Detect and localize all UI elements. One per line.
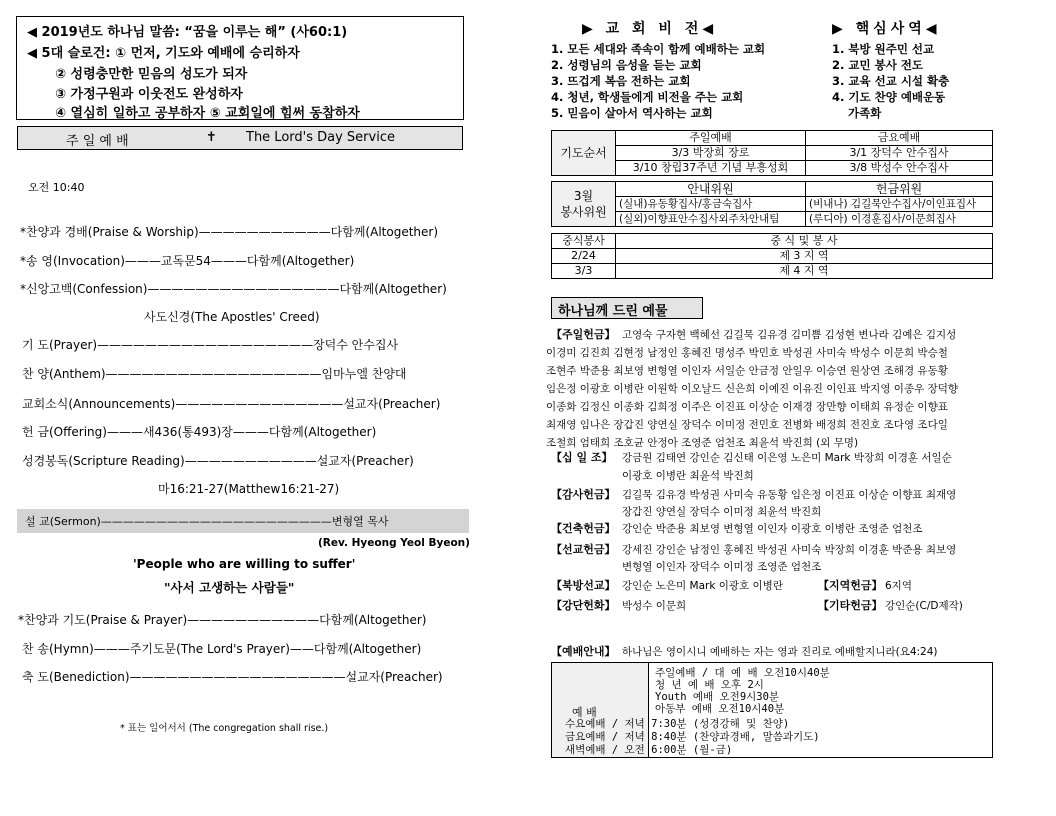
order-item: 찬 양(Anthem)——————————————————임마누엘 찬양대 (22, 367, 407, 381)
offering-member: (비내나) 김길묵안수집사/이인표집사 (806, 197, 993, 212)
sunday-offering-label: 【주일헌금】 (551, 328, 616, 341)
offering-names: 임은정 이광호 이병란 이원학 이오날드 신은희 이예진 이유진 이인표 박지영 이종우 장덕향 (546, 383, 959, 395)
building-offering-label: 【건축헌금】 (551, 522, 616, 535)
annual-motto-box (16, 16, 464, 120)
schedule-line: 주일예배 / 대 예 배 오전10시40분 (655, 667, 830, 679)
committee-month: 3월 (573, 189, 594, 203)
order-item: *송 영(Invocation)———교독문54———다함께(Altogether) (20, 254, 355, 268)
other-offering-label: 【기타헌금】 (818, 599, 883, 612)
guide-member: (실내)유동황집사/홍금숙집사 (616, 197, 806, 212)
committee-title: 봉사위원 (560, 205, 607, 219)
offering-names: 변형열 이인자 장덕수 이미정 조영준 엄천조 (622, 561, 822, 573)
cross-icon: ✝ (206, 130, 217, 145)
order-item: 헌 금(Offering)———새436(통493)장———다함께(Altogether) (22, 425, 377, 439)
vision-item: 1. 모든 세대와 족속이 함께 예배하는 교회 (551, 42, 766, 56)
lunch-region: 제 3 지 역 (616, 249, 993, 264)
guide-header: 안내위원 (616, 182, 806, 197)
guide-member: (실외)이향표안수집사외주차안내팀 (616, 212, 806, 227)
offering-names: 장갑진 양연실 장덕수 이미정 최윤석 박진희 (622, 506, 822, 518)
north-mission-label: 【북방선교】 (551, 579, 616, 592)
slogan-line: ③ 가정구원과 이웃전도 완성하자 (55, 87, 243, 102)
worship-schedule (565, 663, 992, 757)
lunch-service-table (551, 233, 993, 279)
lunch-date: 2/24 (552, 249, 616, 264)
altar-flower-label: 【강단헌화】 (551, 599, 616, 612)
order-item: 찬 송(Hymn)———주기도문(The Lord's Prayer)——다함께(Altogether) (22, 642, 422, 656)
vision-item: 3. 뜨겁게 복음 전하는 교회 (551, 74, 691, 88)
mission-offering-label: 【선교헌금】 (551, 543, 616, 556)
worship-box-label: 예 배 (572, 706, 597, 719)
worship-verse: 하나님은 영이시니 예배하는 자는 영과 진리로 예배할지니라(요4:24) (622, 646, 938, 658)
schedule-line: 금요예배 / 저녁 8:40분 (찬양과경배, 말씀과기도) (565, 731, 820, 743)
order-item: 성경봉독(Scripture Reading)———————————설교자(Preacher) (22, 454, 414, 468)
order-item: *찬양과 기도(Praise & Prayer)———————————다함께(Altogether) (18, 613, 427, 627)
scripture-reference: 마16:21-27(Matthew16:21-27) (158, 482, 340, 496)
committee-label (552, 182, 616, 227)
service-committee-table (551, 181, 993, 227)
schedule-line: 청 년 예 배 오후 2시 (655, 679, 764, 691)
schedule-line: Youth 예배 오전9시30분 (655, 691, 780, 703)
offering-names: 조철희 엄태희 조호균 안정아 조영준 엄천조 최윤석 박진희 (외 무명) (546, 437, 859, 449)
core-ministry-heading: ▶ 핵심사역◀ (832, 21, 941, 37)
sermon-title-ko: "사서 고생하는 사람들" (164, 580, 295, 595)
offering-names: 최재영 임나은 장갑진 양연실 장덕수 이미정 전민호 전병화 배정희 전진호 조다영 조다일 (546, 419, 948, 431)
order-item: 교회소식(Announcements)——————————————설교자(Preacher) (22, 397, 441, 411)
worship-schedule-box (551, 662, 993, 758)
service-header (17, 126, 463, 150)
region-offering-label: 【지역헌금】 (818, 579, 883, 592)
core-item: 1. 북방 원주민 선교 (832, 42, 935, 56)
prayer-order-label: 기도순서 (552, 131, 616, 176)
slogan-line: ② 성령충만한 믿음의 성도가 되자 (55, 67, 248, 82)
offerings-title: 하나님께 드린 예물 (551, 297, 703, 319)
schedule-line: 수요예배 / 저녁 7:30분 (성경강해 및 찬양) (565, 718, 790, 730)
order-item: 기 도(Prayer)——————————————————장덕수 안수집사 (22, 338, 399, 352)
core-item: 4. 기도 찬양 예배운동 (832, 90, 946, 104)
offering-names: 이종화 김정신 이종화 김희정 이주은 이진표 이상순 이재경 장만향 이태희 유정순 이향표 (546, 401, 948, 413)
sunday-prayer: 3/10 창립37주년 기념 부흥성회 (616, 161, 806, 176)
offering-names: 김길묵 김유경 박성권 사미숙 유동황 임은정 이진표 이상순 이향표 최재영 (622, 489, 957, 501)
prayer-order-table (551, 130, 993, 176)
offering-header: 헌금위원 (806, 182, 993, 197)
friday-header: 금요예배 (806, 131, 993, 146)
thanks-offering-label: 【감사헌금】 (551, 488, 616, 501)
sermon-bar (17, 509, 469, 533)
slogan-line: ④ 열심히 일하고 공부하자 ⑤ 교회일에 힘써 동참하자 (55, 106, 360, 121)
offering-names: 박성수 이문희 (622, 600, 687, 612)
vision-item: 5. 믿음이 살아서 역사하는 교회 (551, 106, 713, 120)
worship-info-label: 【예배안내】 (551, 645, 616, 658)
offering-names: 강세진 강인순 남정인 홍혜진 박성권 사미숙 박장희 이경훈 박준용 최보영 (622, 544, 957, 556)
lunch-label: 중식봉사 (552, 234, 616, 249)
friday-prayer: 3/8 박성수 안수집사 (806, 161, 993, 176)
vision-heading: ▶ 교 회 비 전◀ (582, 21, 718, 37)
tithe-label: 【십 일 조】 (551, 451, 613, 464)
offering-names: 이광호 이병란 최윤석 박진희 (622, 470, 754, 482)
core-item: 3. 교육 선교 시설 확충 (832, 74, 950, 88)
core-item: 가족화 (848, 106, 882, 120)
slogan-line: ◀ 5대 슬로건: ① 먼저, 기도와 예배에 승리하자 (27, 46, 300, 61)
offering-names: 강인순 박준용 최보영 변형열 이인자 이광호 이병란 조영준 엄천조 (622, 523, 923, 535)
offering-names: 강인순(C/D제작) (885, 600, 963, 612)
service-title-en: The Lord's Day Service (246, 130, 395, 145)
lunch-date: 3/3 (552, 264, 616, 279)
schedule-line: 새벽예배 / 오전 6:00분 (월-금) (565, 744, 733, 756)
sunday-prayer: 3/3 박장희 장로 (616, 146, 806, 161)
rise-note: * 표는 일어서서 (The congregation shall rise.) (120, 723, 329, 734)
lunch-region: 제 4 지 역 (616, 264, 993, 279)
offering-names: 이경미 김진희 김현정 남정인 홍혜진 명성주 박민호 박성권 사미숙 박성수 이문희 박승철 (546, 347, 948, 359)
schedule-line: 아동부 예배 오전10시40분 (655, 703, 785, 715)
sermon-title-en: 'People who are willing to suffer' (133, 557, 356, 571)
sermon-line: 설 교(Sermon)—————————————————————변형열 목사 (25, 515, 389, 528)
preacher-en: (Rev. Hyeong Yeol Byeon) (318, 537, 470, 549)
service-title-ko: 주 일 예 배 (66, 134, 129, 149)
lunch-header: 중 식 및 봉 사 (616, 234, 993, 249)
order-item: 사도신경(The Apostles' Creed) (144, 310, 320, 324)
offering-member: (루디아) 이경훈집사/이문희집사 (806, 212, 993, 227)
order-item: *찬양과 경배(Praise & Worship)———————————다함께(Altogether) (20, 225, 439, 239)
offering-names: 강인순 노은미 Mark 이광호 이병란 (622, 580, 783, 592)
vision-item: 4. 청년, 학생들에게 비전을 주는 교회 (551, 90, 744, 104)
friday-prayer: 3/1 장덕수 안수집사 (806, 146, 993, 161)
annual-word: ◀ 2019년도 하나님 말씀: “꿈을 이루는 해” (사60:1) (27, 25, 348, 40)
order-item: 축 도(Benediction)——————————————————설교자(Preacher) (22, 670, 443, 684)
vision-item: 2. 성령님의 음성을 듣는 교회 (551, 58, 702, 72)
offering-names: 강금원 김태연 강인순 김신태 이은영 노은미 Mark 박장희 이경훈 서일순 (622, 452, 952, 464)
core-item: 2. 교민 봉사 전도 (832, 58, 924, 72)
service-time: 오전 10:40 (28, 181, 85, 194)
offering-names: 고영숙 구자현 백혜선 김길묵 김유경 김미쁨 김성현 변나라 김예은 김지성 (622, 329, 957, 341)
offering-names: 조현주 박준용 최보영 변형열 이인자 서일순 안금정 안일우 이승연 원상연 조해경 유동황 (546, 365, 948, 377)
offering-names: 6지역 (885, 580, 912, 592)
order-item: *신앙고백(Confession)————————————————다함께(Altogether) (20, 282, 447, 296)
sunday-header: 주일예배 (616, 131, 806, 146)
